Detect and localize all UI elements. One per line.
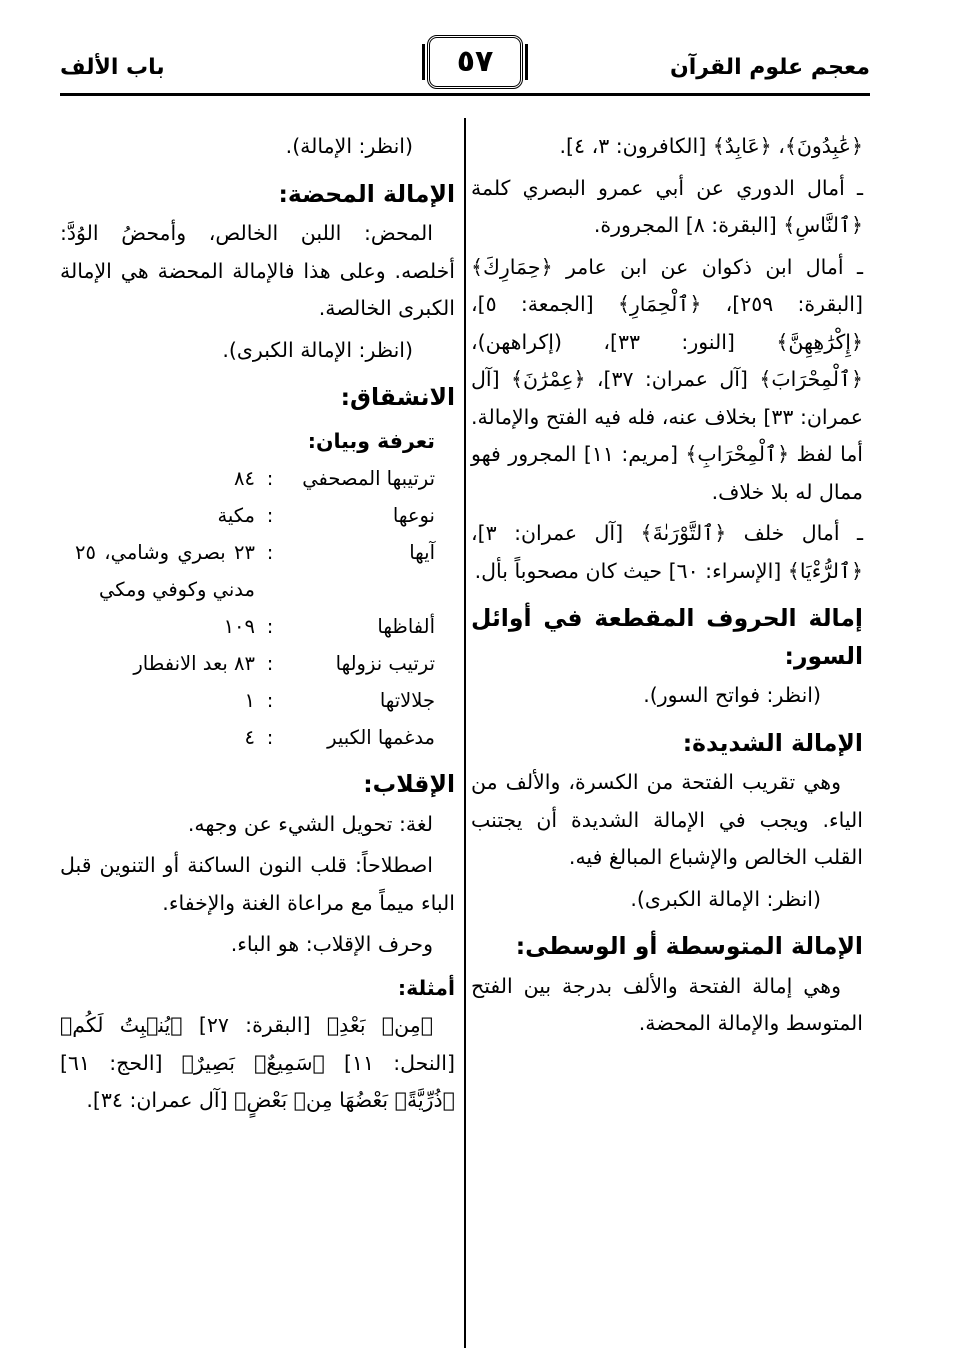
table-row <box>75 497 435 534</box>
paragraph: لغة: تحويل الشيء عن وجهه. <box>187 811 433 836</box>
info-separator: : <box>266 652 274 675</box>
header-rule <box>60 93 870 96</box>
cross-reference: (انظر: فواتح السور). <box>643 683 821 707</box>
table-row <box>75 682 435 719</box>
table-row <box>75 608 435 645</box>
info-label: جلالاتها <box>379 689 435 712</box>
paragraph: ﴿مِنۢ بَعْدِ﴾ [البقرة: ٢٧] ﴿يُنۢبِتُ لَكُم﴾ [النحل: ١١] ﴿سَمِيعٌۢ بَصِيرٌ﴾ [الحج: ٦١] ﴿ذُرِّيَّةًۢ بَعْضُهَا مِنۢ بَعْضٍ﴾ [آل عمران: ٣٤]. <box>60 1013 456 1112</box>
column-divider <box>464 118 466 1348</box>
cross-reference: (انظر: الإمالة الكبرى). <box>222 337 413 362</box>
section-heading: الانشقاق: <box>340 383 455 411</box>
paragraph: المحض: اللبن الخالص، وأمحضُ الوُدَّ: أخلصه. وعلى هذا فالإمالة المحضة هي الإمالة الكبرى الخالصة. <box>60 221 455 320</box>
cross-reference: (انظر: الإمالة). <box>285 134 413 158</box>
info-label: مدغمها الكبير <box>327 726 435 749</box>
section-heading: إمالة الحروف المقطعة في أوائل السور: <box>471 604 863 670</box>
info-separator: : <box>266 615 274 638</box>
chapter-title: باب الألف <box>60 55 165 80</box>
info-value: مكية <box>217 504 255 527</box>
right-column <box>471 128 863 1047</box>
paragraph: ـ أمال الدوري عن أبي عمرو البصري كلمة ﴿ٱلنَّاسِ﴾ [البقرة: ٨] المجرورة. <box>471 175 863 237</box>
info-separator: : <box>266 467 274 490</box>
info-label: ترتيبها المصحفي <box>302 467 435 490</box>
info-value: ١٠٩ <box>223 615 255 638</box>
section-heading: الإمالة الشديدة: <box>682 728 863 757</box>
left-column-bottom <box>60 766 455 1120</box>
info-separator: : <box>266 541 274 564</box>
table-row <box>75 719 435 756</box>
surah-info-table <box>75 460 435 756</box>
info-label: ألفاظها <box>377 615 435 638</box>
info-value: ١ <box>244 689 255 712</box>
paragraph: ـ أمال خلف ﴿ٱلتَّوْرَىٰةَ﴾ [آل عمران: ٣]، ﴿ٱلرُّءْيَا﴾ [الإسراء: ٦٠] حيث كان مصحوباً بأل. <box>471 521 863 583</box>
paragraph: وحرف الإقلاب: هو الباء. <box>230 932 433 956</box>
info-label: آيها <box>409 541 435 564</box>
page-header <box>60 30 870 95</box>
page-number: ٥٧ <box>427 35 523 89</box>
paragraph: ﴿عَٰبِدُونَ﴾، ﴿عَابِدٌ﴾ [الكافرون: ٣، ٤]. <box>559 134 863 158</box>
info-value: ٨٤ <box>234 467 255 490</box>
section-heading: الإمالة المتوسطة أو الوسطى: <box>515 932 863 960</box>
table-row <box>75 534 435 608</box>
table-row <box>75 645 435 682</box>
info-value: ٢٣ بصري وشامي، ٢٥ مدني وكوفي ومكي <box>75 541 255 601</box>
info-separator: : <box>266 504 274 527</box>
info-label: نوعها <box>392 504 435 527</box>
left-column <box>60 128 455 1124</box>
info-separator: : <box>266 689 274 712</box>
surah-info-title: تعرفة وبيان: <box>307 428 435 453</box>
paragraph: ـ أمال ابن ذكوان عن ابن عامر ﴿حِمَارِكَ﴾ [البقرة: ٢٥٩]، ﴿ٱلْحِمَارِ﴾ [الجمعة: ٥]، ﴿إِكْرَٰهِهِنَّ﴾ [النور: ٣٣]، (إكراههن)، ﴿ٱلْمِحْرَابَ﴾ [آل عمران: ٣٧]، ﴿عِمْرَٰنَ﴾ [آل عمران: ٣٣] بخلاف عنه، فله فيه الفتح والإمالة. أما لفظ ﴿ٱلْمِحْرَابِ﴾ [مريم: ١١] المجرور فهو ممال له بلا خلاف. <box>471 254 864 504</box>
paragraph: وهي تقريب الفتحة من الكسرة، والألف من الياء. ويجب في الإمالة الشديدة أن يجتنب القلب الخالص والإشباع المبالغ فيه. <box>471 770 863 869</box>
book-title: معجم علوم القرآن <box>669 55 870 80</box>
info-value: ٤ <box>244 726 255 749</box>
info-value: ٨٣ بعد الانفطار <box>133 652 255 675</box>
info-label: ترتيب نزولها <box>335 652 435 675</box>
paragraph: اصطلاحاً: قلب النون الساكنة أو التنوين قبل الباء ميماً مع مراعاة الغنة والإخفاء. <box>60 853 455 915</box>
paragraph: وهي إمالة الفتحة والألف بدرجة بين الفتح المتوسط والإمالة المحضة. <box>471 973 863 1035</box>
section-heading: الإمالة المحضة: <box>278 179 455 208</box>
section-heading: الإقلاب: <box>363 770 455 798</box>
paragraph: أمثلة: <box>397 975 455 1000</box>
left-column-top <box>60 128 455 417</box>
info-separator: : <box>266 726 274 749</box>
cross-reference: (انظر: الإمالة الكبرى). <box>630 886 821 911</box>
table-row <box>75 460 435 497</box>
